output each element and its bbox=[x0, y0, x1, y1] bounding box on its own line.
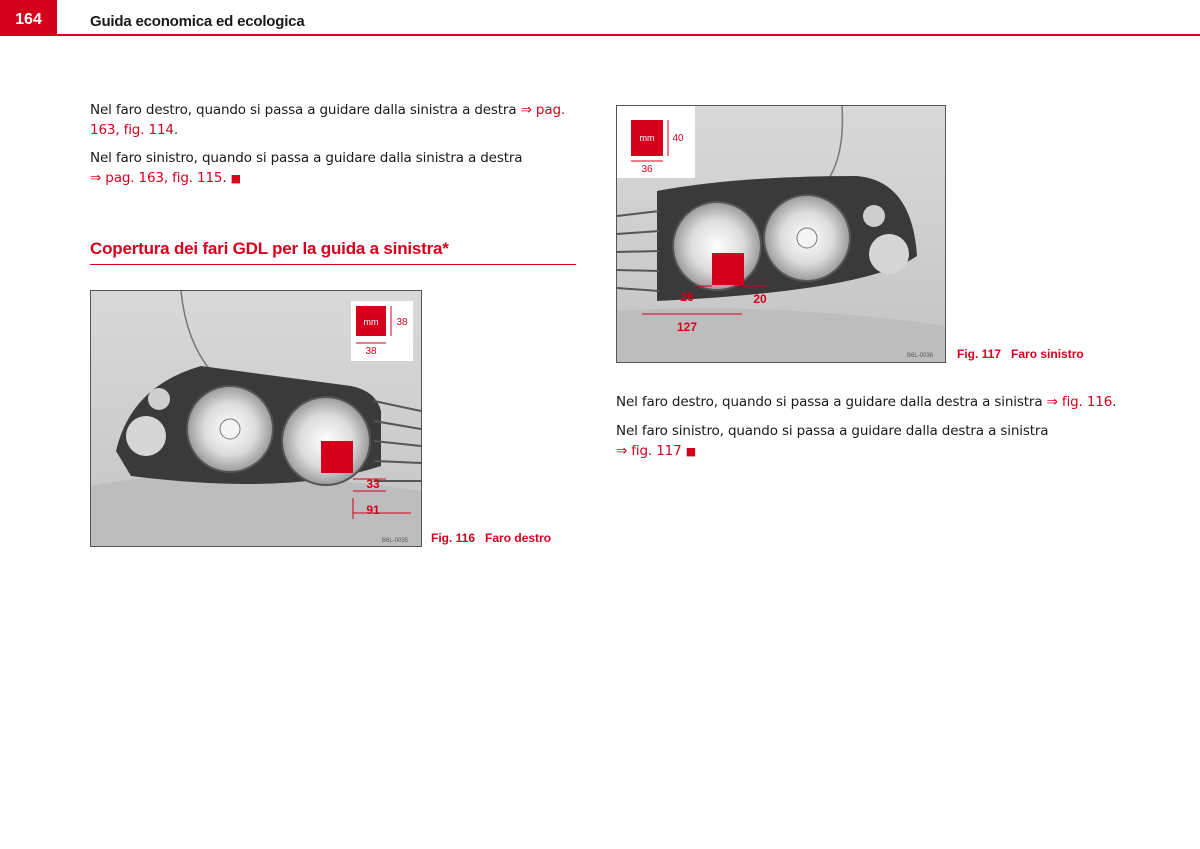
fig117-number: Fig. 117 bbox=[957, 347, 1002, 361]
fig117-dim-block-right: 20 bbox=[753, 292, 767, 306]
figure-117-image bbox=[616, 105, 946, 363]
section-title: Copertura dei fari GDL per la guida a sinistra* bbox=[90, 239, 576, 265]
fig117-code: B6L-0036 bbox=[906, 353, 934, 359]
right-p1-text: Nel faro destro, quando si passa a guidare dalla destra a sinistra bbox=[616, 394, 1043, 410]
fig117-dim-offset: 127 bbox=[676, 320, 698, 334]
end-marker-icon: ■ bbox=[685, 444, 696, 458]
fig116-dim-side: 38 bbox=[396, 317, 408, 328]
figure-116-image bbox=[90, 290, 422, 547]
running-title: Guida economica ed ecologica bbox=[90, 13, 305, 30]
fig116-title: Faro destro bbox=[485, 531, 552, 545]
page-header bbox=[0, 0, 1200, 38]
header-rule bbox=[57, 34, 1200, 36]
fig116-badge-text: mm bbox=[363, 317, 379, 327]
right-paragraph-2 bbox=[616, 422, 1156, 461]
left-p1-link[interactable]: ⇒ pag. 163, fig. 114 bbox=[90, 102, 566, 138]
fig117-dim-side: 40 bbox=[672, 133, 684, 144]
right-paragraph-1: Nel faro destro, quando si passa a guidare dalla destra a sinistra ⇒ fig. 116. bbox=[616, 394, 1117, 410]
fig117-title: Faro sinistro bbox=[1011, 347, 1084, 361]
fig117-dim-bottom: 36 bbox=[641, 164, 653, 175]
fig116-dim-block: 33 bbox=[366, 477, 380, 491]
page-number: 164 bbox=[0, 0, 57, 36]
end-marker-icon: ■ bbox=[230, 171, 241, 185]
left-paragraph-1: Nel faro destro, quando si passa a guidare dalla sinistra a destra ⇒ pag. 163, fig. 114. bbox=[90, 102, 566, 138]
right-p2-link[interactable]: ⇒ fig. 117 bbox=[616, 442, 682, 459]
left-p2-link[interactable]: ⇒ pag. 163, fig. 115 bbox=[90, 169, 223, 186]
fig116-dim-bottom: 38 bbox=[365, 346, 377, 357]
fig117-badge-text: mm bbox=[639, 133, 655, 143]
left-p2-text: Nel faro sinistro, quando si passa a guidare dalla sinistra a destra bbox=[90, 150, 523, 166]
figure-117-caption bbox=[957, 347, 1084, 361]
fig116-dim-offset: 91 bbox=[366, 503, 380, 517]
figure-116-caption bbox=[431, 531, 551, 545]
right-p2-text: Nel faro sinistro, quando si passa a guidare dalla destra a sinistra bbox=[616, 423, 1049, 439]
fig116-code: B6L-0035 bbox=[381, 538, 409, 544]
fig117-dim-block-left: 26 bbox=[680, 290, 694, 304]
left-p1-text: Nel faro destro, quando si passa a guidare dalla sinistra a destra bbox=[90, 102, 517, 118]
right-p1-link[interactable]: ⇒ fig. 116 bbox=[1046, 394, 1113, 410]
left-paragraph-2: Nel faro sinistro, quando si passa a guidare dalla sinistra a destra ⇒ pag. 163, fig. 115. ■ bbox=[90, 150, 523, 186]
fig116-number: Fig. 116 bbox=[431, 531, 476, 545]
